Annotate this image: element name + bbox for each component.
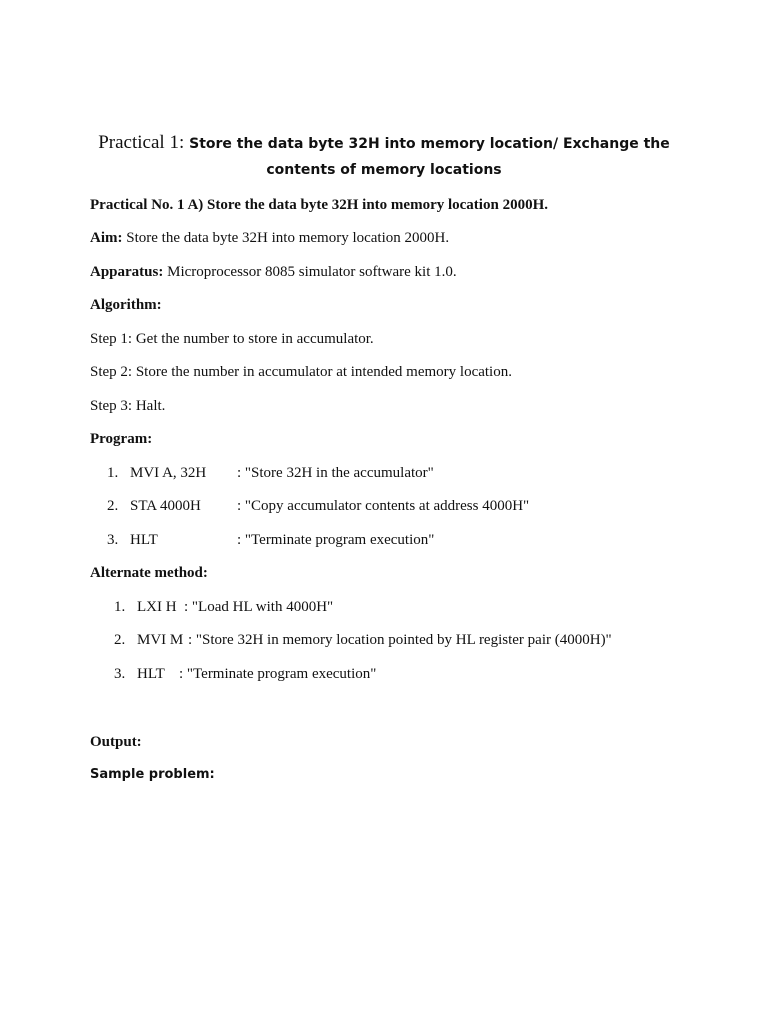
alternate-item-2-number: 2. <box>114 632 126 648</box>
program-item-3 <box>107 531 118 549</box>
algorithm-step-3: Step 3: Halt. <box>90 398 166 414</box>
title-text-2: contents of memory locations <box>266 162 502 178</box>
program-item-2-comment: : "Copy accumulator contents at address 4000H" <box>237 498 530 514</box>
program-item-1-code: MVI A, 32H <box>130 465 207 481</box>
sample-problem-label: Sample problem: <box>90 767 215 782</box>
aim-text: Store the data byte 32H into memory location 2000H. <box>122 230 450 246</box>
program-item-3-comment: : "Terminate program execution" <box>237 532 435 548</box>
algorithm-label: Algorithm: <box>90 297 162 313</box>
apparatus-label: Apparatus: <box>90 264 164 280</box>
program-item-number: 2. <box>107 498 119 514</box>
aim-line <box>90 229 449 247</box>
program-item-number: 1. <box>107 465 119 481</box>
alternate-item-3-comment: : "Terminate program execution" <box>179 666 377 682</box>
alternate-item-3-code: HLT <box>137 666 165 682</box>
program-label: Program: <box>90 431 153 447</box>
alternate-item-1-comment: : "Load HL with 4000H" <box>184 599 334 615</box>
title-line-1 <box>90 130 678 157</box>
alternate-method-label: Alternate method: <box>90 565 208 581</box>
algorithm-step-2: Step 2: Store the number in accumulator at intended memory location. <box>90 364 512 380</box>
program-item-1 <box>107 464 118 482</box>
title-prefix: Practical 1: <box>98 132 185 153</box>
program-item-2 <box>107 497 118 515</box>
program-item-number: 3. <box>107 532 119 548</box>
alternate-item-1-number: 1. <box>114 599 126 615</box>
practical-heading: Practical No. 1 A) Store the data byte 32H into memory location 2000H. <box>90 197 548 213</box>
apparatus-line <box>90 263 457 281</box>
program-item-1-comment: : "Store 32H in the accumulator" <box>237 465 434 481</box>
aim-label: Aim: <box>90 230 123 246</box>
apparatus-text: Microprocessor 8085 simulator software kit 1.0. <box>163 264 457 280</box>
algorithm-step-1: Step 1: Get the number to store in accumulator. <box>90 331 374 347</box>
output-label: Output: <box>90 734 142 750</box>
program-item-3-code: HLT <box>130 532 158 548</box>
page-title <box>90 130 678 183</box>
alternate-item-2-code: MVI M <box>137 632 184 648</box>
program-item-2-code: STA 4000H <box>130 498 201 514</box>
alternate-item-3-number: 3. <box>114 666 126 682</box>
title-text-1: Store the data byte 32H into memory location/ Exchange the <box>184 136 670 152</box>
alternate-item-1-code: LXI H <box>137 599 177 615</box>
title-line-2 <box>90 157 678 183</box>
alternate-item-2-comment: : "Store 32H in memory location pointed by HL register pair (4000H)" <box>188 632 612 648</box>
